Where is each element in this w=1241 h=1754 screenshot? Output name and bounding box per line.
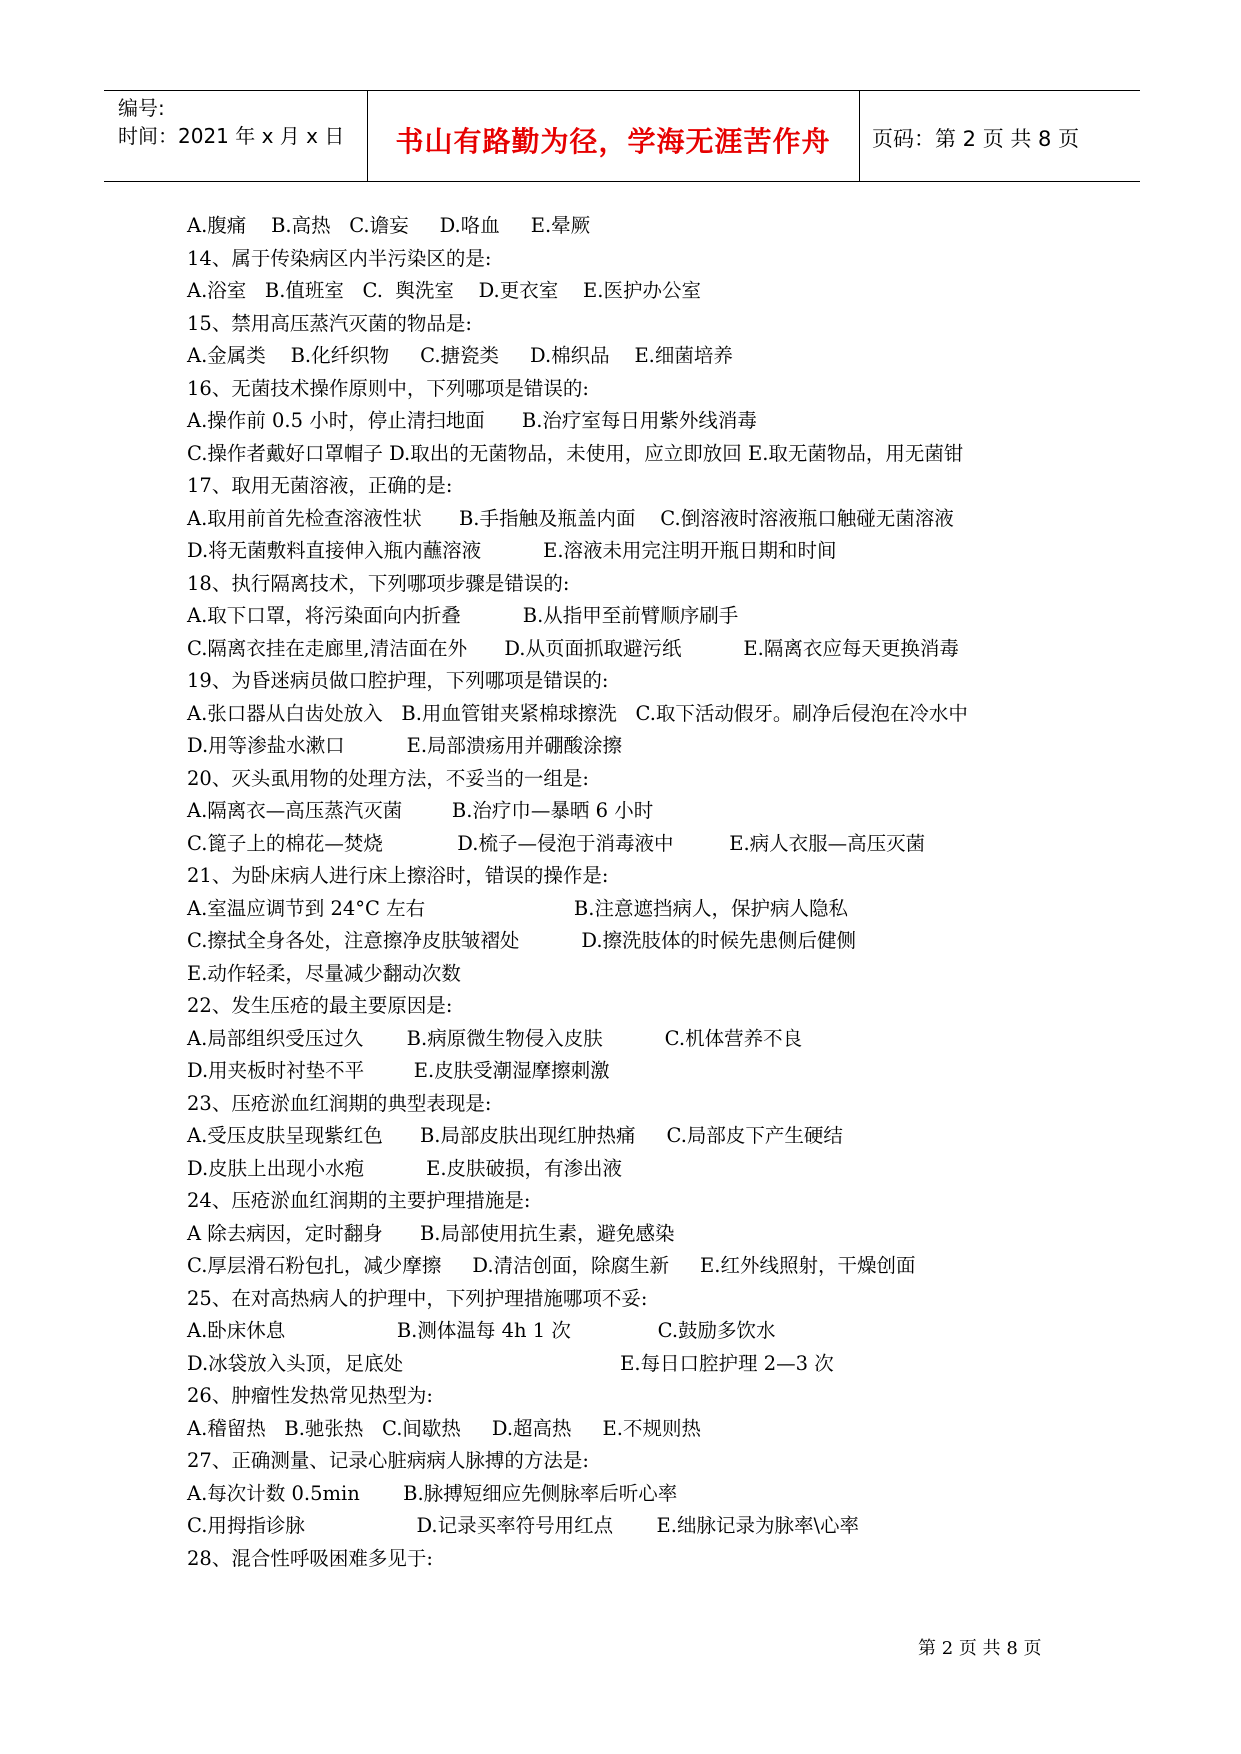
header-divider-right [859,90,860,182]
answer-options: A.受压皮肤呈现紫红色 B.局部皮肤出现红肿热痛 C.局部皮下产生硬结 [187,1124,843,1147]
question-stem: 22、发生压疮的最主要原因是: [187,994,453,1017]
answer-options: C.隔离衣挂在走廊里,清洁面在外 D.从页面抓取避污纸 E.隔离衣应每天更换消毒 [187,636,959,660]
question-stem: 17、取用无菌溶液，正确的是: [187,474,453,497]
answer-options: A.操作前 0.5 小时，停止清扫地面 B.治疗室每日用紫外线消毒 [187,409,757,432]
answer-options: A.每次计数 0.5min B.脉搏短细应先侧脉率后听心率 [187,1481,678,1505]
answer-options: D.用等渗盐水漱口 E.局部溃疡用并硼酸涂擦 [187,734,623,757]
answer-options: C.操作者戴好口罩帽子 D.取出的无菌物品，未使用，应立即放回 E.取无菌物品，用无菌钳 [187,441,964,465]
answer-options: D.将无菌敷料直接伸入瓶内蘸溶液 E.溶液未用完注明开瓶日期和时间 [187,539,837,562]
question-stem: 19、为昏迷病员做口腔护理，下列哪项是错误的: [187,669,609,692]
answer-options: A.隔离衣—高压蒸汽灭菌 B.治疗巾—暴晒 6 小时 [187,799,654,822]
answer-options: A.金属类 B.化纤织物 C.搪瓷类 D.棉织品 E.细菌培养 [187,344,733,367]
answer-options: C.擦拭全身各处，注意擦净皮肤皱褶处 D.擦洗肢体的时候先患侧后健侧 [187,929,857,952]
header-bottom-rule [104,181,1140,182]
answer-options: A.取下口罩，将污染面向内折叠 B.从指甲至前臂顺序刷手 [187,604,739,627]
question-stem: 14、属于传染病区内半污染区的是: [187,246,492,270]
answer-options: A.局部组织受压过久 B.病原微生物侵入皮肤 C.机体营养不良 [187,1026,803,1050]
question-body [187,210,1067,1575]
question-stem: 28、混合性呼吸困难多见于: [187,1546,433,1570]
question-stem: 23、压疮淤血红润期的典型表现是: [187,1091,492,1115]
page-header [104,90,1140,182]
question-stem: 26、肿瘤性发热常见热型为: [187,1384,433,1407]
answer-options: D.用夹板时衬垫不平 E.皮肤受潮湿摩擦刺激 [187,1059,610,1082]
answer-options: A.张口器从白齿处放入 B.用血管钳夹紧棉球擦洗 C.取下活动假牙。刷净后侵泡在冷水中 [187,701,968,725]
question-stem: 16、无菌技术操作原则中，下列哪项是错误的: [187,376,589,400]
answer-options: A.卧床休息 B.测体温每 4h 1 次 C.鼓励多饮水 [187,1319,776,1342]
answer-options: A.浴室 B.值班室 C. 舆洗室 D.更衣室 E.医护办公室 [187,279,701,302]
header-meta [118,94,344,150]
question-stem: 20、灭头虱用物的处理方法，不妥当的一组是: [187,766,589,790]
header-motto: 书山有路勤为径，学海无涯苦作舟 [395,125,831,158]
question-stem: 25、在对高热病人的护理中，下列护理措施哪项不妥: [187,1286,648,1310]
page-footer: 第 2 页 共 8 页 [918,1638,1042,1659]
answer-options: D.皮肤上出现小水疱 E.皮肤破损，有渗出液 [187,1156,623,1180]
header-top-rule [104,90,1140,91]
answer-options: E.动作轻柔，尽量减少翻动次数 [187,961,461,985]
answer-options: A.室温应调节到 24°C 左右 B.注意遮挡病人，保护病人隐私 [187,896,848,920]
answer-options: A.腹痛 B.高热 C.谵妄 D.咯血 E.晕厥 [187,214,591,237]
answer-options: C.篦子上的棉花—焚烧 D.梳子—侵泡于消毒液中 E.病人衣服—高压灭菌 [187,831,926,855]
question-stem: 18、执行隔离技术，下列哪项步骤是错误的: [187,571,570,595]
answer-options: A 除去病因，定时翻身 B.局部使用抗生素，避免感染 [187,1221,675,1245]
question-stem: 21、为卧床病人进行床上擦浴时，错误的操作是: [187,864,609,887]
question-stem: 15、禁用高压蒸汽灭菌的物品是: [187,311,472,335]
answer-options: C.用拇指诊脉 D.记录买率符号用红点 E.绌脉记录为脉率\心率 [187,1514,860,1537]
header-number: 编号: [118,96,165,120]
answer-options: A.取用前首先检查溶液性状 B.手指触及瓶盖内面 C.倒溶液时溶液瓶口触碰无菌溶液 [187,506,954,530]
answer-options: C.厚层滑石粉包扎，减少摩擦 D.清洁创面，除腐生新 E.红外线照射，干燥创面 [187,1254,916,1277]
header-page-number: 页码：第 2 页 共 8 页 [872,127,1080,151]
question-stem: 24、压疮淤血红润期的主要护理措施是: [187,1189,531,1212]
answer-options: D.冰袋放入头顶，足底处 E.每日口腔护理 2—3 次 [187,1351,834,1375]
header-time: 时间：2021 年 x 月 x 日 [118,124,345,148]
answer-options: A.稽留热 B.驰张热 C.间歇热 D.超高热 E.不规则热 [187,1416,701,1440]
question-stem: 27、正确测量、记录心脏病病人脉搏的方法是: [187,1449,589,1472]
